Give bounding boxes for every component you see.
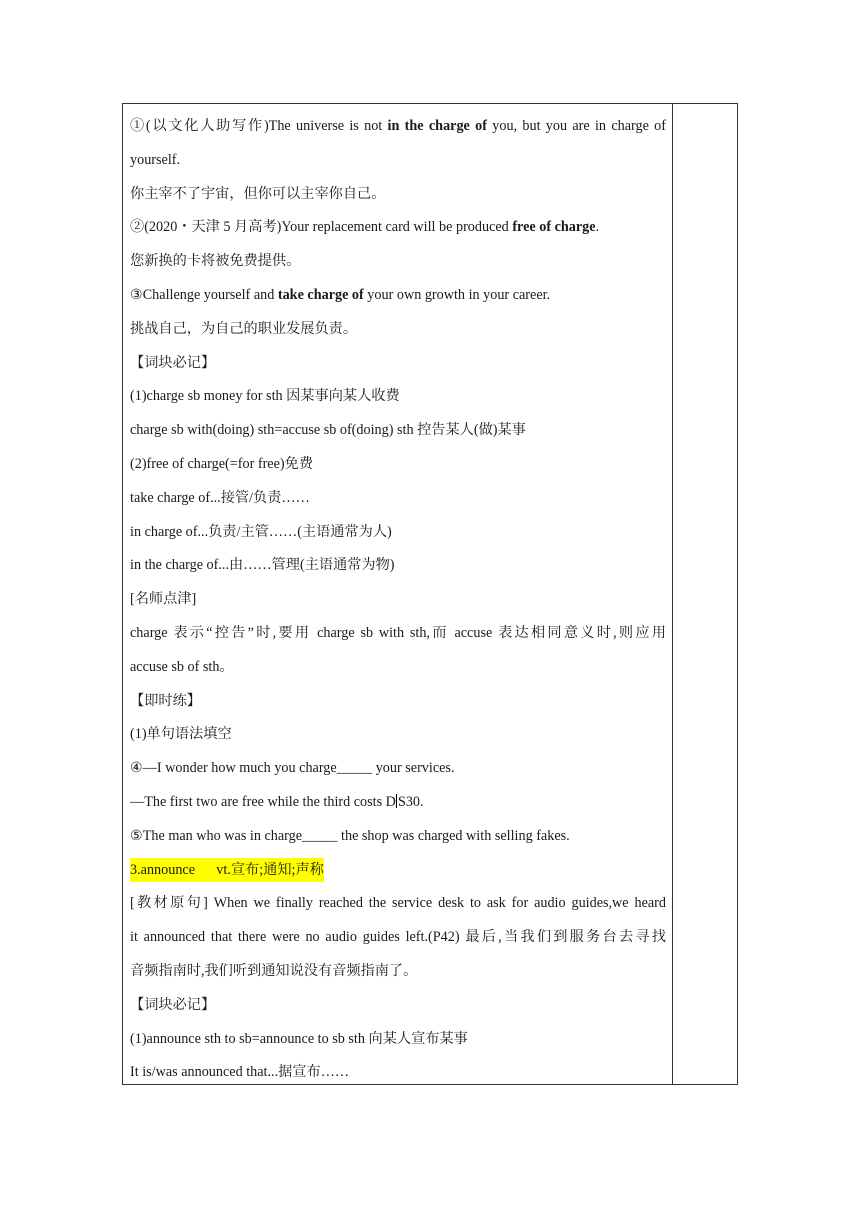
exercise-line: ⑤The man who was in charge_____ the shop was charged with selling fakes. — [130, 827, 570, 844]
main-cell — [123, 104, 673, 1084]
key-phrase: free of charge — [512, 219, 596, 236]
textbook-sentence: [教材原句] When we finally reached the service desk to ask for audio guides,we heard — [130, 895, 666, 912]
content-table — [122, 103, 738, 1085]
phrase-line: (1)charge sb money for sth 因某事向某人收费 — [130, 388, 400, 405]
section-heading: 【词块必记】 — [130, 354, 216, 371]
phrase-line: in the charge of...由……管理(主语通常为物) — [130, 557, 395, 574]
section-heading: 【词块必记】 — [130, 996, 216, 1013]
translation-line: 您新换的卡将被免费提供。 — [130, 253, 301, 270]
phrase-line: (1)announce sth to sb=announce to sb sth 向某人宣布某事 — [130, 1030, 468, 1047]
exercise-line: —The first two are free while the third costs D S30. — [130, 793, 424, 810]
key-phrase: take charge of — [277, 286, 364, 303]
phrase-line: in charge of...负责/主管……(主语通常为人) — [130, 523, 392, 540]
exercise-line: ④—I wonder how much you charge_____ your services. — [130, 760, 455, 777]
key-phrase: in the charge of — [387, 118, 487, 134]
text-line: yourself. — [130, 151, 181, 168]
exercise-heading: (1)单句语法填空 — [130, 726, 232, 743]
phrase-line: take charge of...接管/负责…… — [130, 489, 310, 506]
textbook-sentence: 音频指南时,我们听到通知说没有音频指南了。 — [130, 962, 418, 979]
note-line: charge 表示“控告”时,要用 charge sb with sth,而 accuse 表达相同意义时,则应用 — [130, 624, 666, 641]
example-sentence-2: ②(2020・天津 5 月高考)Your replacement card will be produced free of charge. — [130, 219, 600, 236]
example-sentence-3: ③Challenge yourself and take charge of your own growth in your career. — [130, 286, 551, 303]
phrase-line: (2)free of charge(=for free)免费 — [130, 455, 314, 472]
phrase-line: It is/was announced that...据宣布…… — [130, 1064, 350, 1081]
highlighted-word-entry: 3.announce vt.宣布;通知;声称 — [130, 858, 324, 882]
phrase-line: charge sb with(doing) sth=accuse sb of(doing) sth 控告某人(做)某事 — [130, 422, 526, 439]
textbook-sentence: it announced that there were no audio guides left.(P42) 最后,当我们到服务台去寻找 — [130, 929, 666, 946]
section-heading: 【即时练】 — [130, 692, 201, 709]
translation-line: 挑战自己，为自己的职业发展负责。 — [130, 320, 358, 337]
word-heading — [130, 854, 666, 888]
section-heading: [名师点津] — [130, 591, 197, 608]
example-sentence-1: ①(以文化人助写作)The universe is not in the charge of you, but you are in charge of — [130, 118, 666, 134]
side-cell — [673, 104, 737, 1084]
note-line: accuse sb of sth。 — [130, 658, 234, 675]
translation-line: 你主宰不了宇宙，但你可以主宰你自己。 — [130, 185, 386, 202]
